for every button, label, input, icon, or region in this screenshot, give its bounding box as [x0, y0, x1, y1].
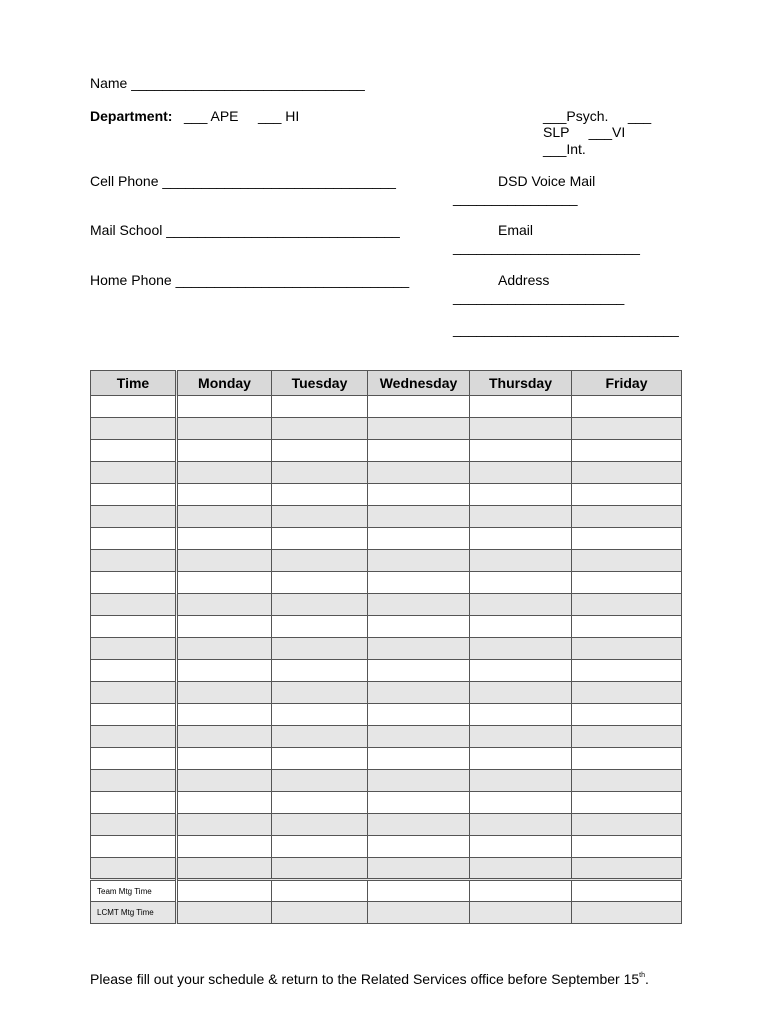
- schedule-cell[interactable]: [272, 506, 368, 528]
- schedule-cell[interactable]: [272, 616, 368, 638]
- schedule-cell[interactable]: [177, 792, 272, 814]
- schedule-cell[interactable]: [272, 836, 368, 858]
- schedule-cell[interactable]: [572, 770, 682, 792]
- header-wednesday: Wednesday: [368, 371, 470, 396]
- schedule-cell[interactable]: [470, 704, 572, 726]
- schedule-cell[interactable]: [368, 396, 470, 418]
- schedule-cell[interactable]: [572, 638, 682, 660]
- schedule-cell[interactable]: [177, 528, 272, 550]
- schedule-cell[interactable]: [368, 660, 470, 682]
- schedule-cell[interactable]: [572, 594, 682, 616]
- schedule-cell[interactable]: [470, 770, 572, 792]
- schedule-cell[interactable]: [572, 704, 682, 726]
- header-tuesday: Tuesday: [272, 371, 368, 396]
- address-field-line2[interactable]: _____________________________: [453, 321, 679, 337]
- time-cell[interactable]: [91, 704, 177, 726]
- dept-hi-option[interactable]: ___ HI: [258, 108, 300, 124]
- schedule-cell[interactable]: [368, 902, 470, 924]
- schedule-cell[interactable]: [272, 572, 368, 594]
- schedule-cell[interactable]: [572, 484, 682, 506]
- schedule-cell[interactable]: [470, 572, 572, 594]
- schedule-cell[interactable]: [272, 858, 368, 880]
- schedule-cell[interactable]: [470, 440, 572, 462]
- schedule-cell[interactable]: [470, 638, 572, 660]
- schedule-cell[interactable]: [572, 836, 682, 858]
- dept-psych-option[interactable]: ___Psych. ___: [543, 108, 652, 124]
- schedule-cell[interactable]: [572, 682, 682, 704]
- schedule-cell[interactable]: [470, 858, 572, 880]
- header-thursday: Thursday: [470, 371, 572, 396]
- schedule-cell[interactable]: [572, 528, 682, 550]
- schedule-cell[interactable]: [177, 638, 272, 660]
- schedule-cell[interactable]: [177, 594, 272, 616]
- schedule-cell[interactable]: [177, 748, 272, 770]
- schedule-cell[interactable]: [470, 528, 572, 550]
- dept-int-option[interactable]: ___Int.: [543, 141, 586, 157]
- schedule-header-row: [91, 371, 682, 396]
- schedule-cell[interactable]: [272, 748, 368, 770]
- team-mtg-row: [91, 880, 682, 902]
- schedule-cell[interactable]: [177, 506, 272, 528]
- time-cell[interactable]: [91, 572, 177, 594]
- schedule-row: [91, 506, 682, 528]
- schedule-cell[interactable]: [572, 418, 682, 440]
- schedule-cell[interactable]: [470, 594, 572, 616]
- schedule-cell[interactable]: [470, 748, 572, 770]
- schedule-row: [91, 836, 682, 858]
- time-cell[interactable]: [91, 462, 177, 484]
- schedule-cell[interactable]: [177, 484, 272, 506]
- schedule-cell[interactable]: [272, 682, 368, 704]
- time-cell[interactable]: [91, 814, 177, 836]
- schedule-cell[interactable]: [272, 396, 368, 418]
- schedule-cell[interactable]: [272, 792, 368, 814]
- schedule-cell[interactable]: [470, 792, 572, 814]
- schedule-cell[interactable]: [470, 726, 572, 748]
- schedule-cell[interactable]: [272, 770, 368, 792]
- home-phone-field[interactable]: Home Phone ______________________________: [90, 272, 410, 288]
- schedule-row: [91, 638, 682, 660]
- schedule-row: [91, 440, 682, 462]
- schedule-row: [91, 682, 682, 704]
- schedule-cell[interactable]: [572, 506, 682, 528]
- dsd-voice-mail-label: DSD Voice Mail: [498, 173, 596, 189]
- schedule-cell[interactable]: [177, 836, 272, 858]
- schedule-cell[interactable]: [177, 418, 272, 440]
- schedule-cell[interactable]: [572, 660, 682, 682]
- schedule-cell[interactable]: [177, 726, 272, 748]
- schedule-cell[interactable]: [572, 462, 682, 484]
- schedule-cell[interactable]: [272, 462, 368, 484]
- schedule-cell[interactable]: [470, 550, 572, 572]
- schedule-cell[interactable]: [177, 616, 272, 638]
- schedule-cell[interactable]: [177, 440, 272, 462]
- schedule-cell[interactable]: [368, 792, 470, 814]
- schedule-row: [91, 594, 682, 616]
- schedule-row: [91, 858, 682, 880]
- schedule-cell[interactable]: [470, 880, 572, 902]
- schedule-cell[interactable]: [177, 462, 272, 484]
- time-cell[interactable]: [91, 418, 177, 440]
- schedule-cell[interactable]: [470, 506, 572, 528]
- time-cell[interactable]: [91, 770, 177, 792]
- name-field[interactable]: Name ______________________________: [90, 75, 365, 91]
- schedule-cell[interactable]: [272, 440, 368, 462]
- schedule-cell[interactable]: [368, 858, 470, 880]
- schedule-cell[interactable]: [368, 638, 470, 660]
- lcmt-mtg-label: LCMT Mtg Time: [91, 902, 177, 924]
- lcmt-mtg-row: [91, 902, 682, 924]
- schedule-row: [91, 528, 682, 550]
- schedule-cell[interactable]: [272, 880, 368, 902]
- schedule-cell[interactable]: [177, 704, 272, 726]
- schedule-cell[interactable]: [177, 396, 272, 418]
- schedule-cell[interactable]: [572, 748, 682, 770]
- schedule-cell[interactable]: [272, 704, 368, 726]
- time-cell[interactable]: [91, 396, 177, 418]
- schedule-cell[interactable]: [470, 418, 572, 440]
- schedule-cell[interactable]: [368, 748, 470, 770]
- time-cell[interactable]: [91, 682, 177, 704]
- schedule-cell[interactable]: [572, 440, 682, 462]
- schedule-cell[interactable]: [368, 462, 470, 484]
- schedule-row: [91, 748, 682, 770]
- footer-text: Please fill out your schedule & return to the Related Services office before September 15: [90, 971, 640, 987]
- schedule-table: [90, 370, 682, 924]
- schedule-cell[interactable]: [368, 682, 470, 704]
- footer-sup: th: [639, 972, 646, 979]
- schedule-cell[interactable]: [572, 396, 682, 418]
- schedule-cell[interactable]: [572, 550, 682, 572]
- schedule-cell[interactable]: [177, 902, 272, 924]
- time-cell[interactable]: [91, 550, 177, 572]
- schedule-cell[interactable]: [272, 418, 368, 440]
- schedule-body: [91, 396, 682, 880]
- schedule-cell[interactable]: [572, 902, 682, 924]
- schedule-cell[interactable]: [368, 814, 470, 836]
- schedule-row: [91, 792, 682, 814]
- schedule-cell[interactable]: [470, 660, 572, 682]
- schedule-cell[interactable]: [368, 572, 470, 594]
- time-cell[interactable]: [91, 616, 177, 638]
- schedule-cell[interactable]: [272, 638, 368, 660]
- schedule-row: [91, 814, 682, 836]
- time-cell[interactable]: [91, 726, 177, 748]
- header-time: Time: [91, 371, 177, 396]
- schedule-cell[interactable]: [470, 396, 572, 418]
- schedule-cell[interactable]: [572, 880, 682, 902]
- schedule-row: [91, 396, 682, 418]
- mail-school-field[interactable]: Mail School ______________________________: [90, 222, 400, 238]
- schedule-cell[interactable]: [272, 660, 368, 682]
- header-monday: Monday: [177, 371, 272, 396]
- schedule-cell[interactable]: [177, 682, 272, 704]
- schedule-cell[interactable]: [470, 814, 572, 836]
- dsd-voice-mail-field[interactable]: ________________: [453, 190, 578, 206]
- schedule-cell[interactable]: [368, 836, 470, 858]
- schedule-cell[interactable]: [470, 462, 572, 484]
- schedule-cell[interactable]: [368, 418, 470, 440]
- schedule-cell[interactable]: [572, 616, 682, 638]
- footer-instructions: [90, 971, 649, 987]
- schedule-cell[interactable]: [572, 814, 682, 836]
- schedule-cell[interactable]: [177, 572, 272, 594]
- email-field[interactable]: ________________________: [453, 239, 640, 255]
- schedule-cell[interactable]: [368, 704, 470, 726]
- time-cell[interactable]: [91, 748, 177, 770]
- schedule-row: [91, 418, 682, 440]
- schedule-row: [91, 770, 682, 792]
- schedule-row: [91, 616, 682, 638]
- schedule-row: [91, 462, 682, 484]
- schedule-cell[interactable]: [368, 880, 470, 902]
- schedule-cell[interactable]: [368, 440, 470, 462]
- schedule-cell[interactable]: [368, 484, 470, 506]
- time-cell[interactable]: [91, 506, 177, 528]
- schedule-row: [91, 660, 682, 682]
- schedule-cell[interactable]: [470, 836, 572, 858]
- cell-phone-field[interactable]: Cell Phone ______________________________: [90, 173, 396, 189]
- schedule-cell[interactable]: [368, 726, 470, 748]
- team-mtg-label: Team Mtg Time: [91, 880, 177, 902]
- schedule-cell[interactable]: [470, 484, 572, 506]
- schedule-cell[interactable]: [368, 616, 470, 638]
- header-friday: Friday: [572, 371, 682, 396]
- schedule-cell[interactable]: [177, 814, 272, 836]
- schedule-row: [91, 704, 682, 726]
- time-cell[interactable]: [91, 836, 177, 858]
- schedule-cell[interactable]: [572, 858, 682, 880]
- schedule-row: [91, 550, 682, 572]
- schedule-cell[interactable]: [272, 814, 368, 836]
- schedule-cell[interactable]: [272, 902, 368, 924]
- footer-end: .: [645, 971, 649, 987]
- schedule-row: [91, 726, 682, 748]
- time-cell[interactable]: [91, 440, 177, 462]
- schedule-cell[interactable]: [470, 682, 572, 704]
- time-cell[interactable]: [91, 660, 177, 682]
- dept-ape-option[interactable]: ___ APE: [184, 108, 239, 124]
- schedule-cell[interactable]: [272, 550, 368, 572]
- time-cell[interactable]: [91, 484, 177, 506]
- schedule-cell[interactable]: [272, 484, 368, 506]
- schedule-row: [91, 572, 682, 594]
- schedule-cell[interactable]: [272, 726, 368, 748]
- schedule-cell[interactable]: [177, 858, 272, 880]
- schedule-row: [91, 484, 682, 506]
- email-label: Email: [498, 222, 534, 238]
- dept-slp-vi-option[interactable]: SLP ___VI: [543, 124, 626, 140]
- schedule-cell[interactable]: [572, 792, 682, 814]
- department-label: Department:: [90, 108, 173, 124]
- schedule-cell[interactable]: [572, 726, 682, 748]
- time-cell[interactable]: [91, 858, 177, 880]
- address-label: Address: [498, 272, 550, 288]
- schedule-cell[interactable]: [572, 572, 682, 594]
- schedule-cell[interactable]: [177, 660, 272, 682]
- time-cell[interactable]: [91, 528, 177, 550]
- address-field-line1[interactable]: ______________________: [453, 289, 625, 305]
- time-cell[interactable]: [91, 638, 177, 660]
- schedule-cell[interactable]: [177, 880, 272, 902]
- schedule-cell[interactable]: [272, 528, 368, 550]
- schedule-cell[interactable]: [272, 594, 368, 616]
- schedule-cell[interactable]: [368, 594, 470, 616]
- schedule-cell[interactable]: [368, 550, 470, 572]
- schedule-cell[interactable]: [470, 902, 572, 924]
- schedule-cell[interactable]: [470, 616, 572, 638]
- schedule-cell[interactable]: [177, 770, 272, 792]
- schedule-cell[interactable]: [368, 770, 470, 792]
- schedule-cell[interactable]: [368, 528, 470, 550]
- time-cell[interactable]: [91, 594, 177, 616]
- schedule-cell[interactable]: [368, 506, 470, 528]
- schedule-cell[interactable]: [177, 550, 272, 572]
- time-cell[interactable]: [91, 792, 177, 814]
